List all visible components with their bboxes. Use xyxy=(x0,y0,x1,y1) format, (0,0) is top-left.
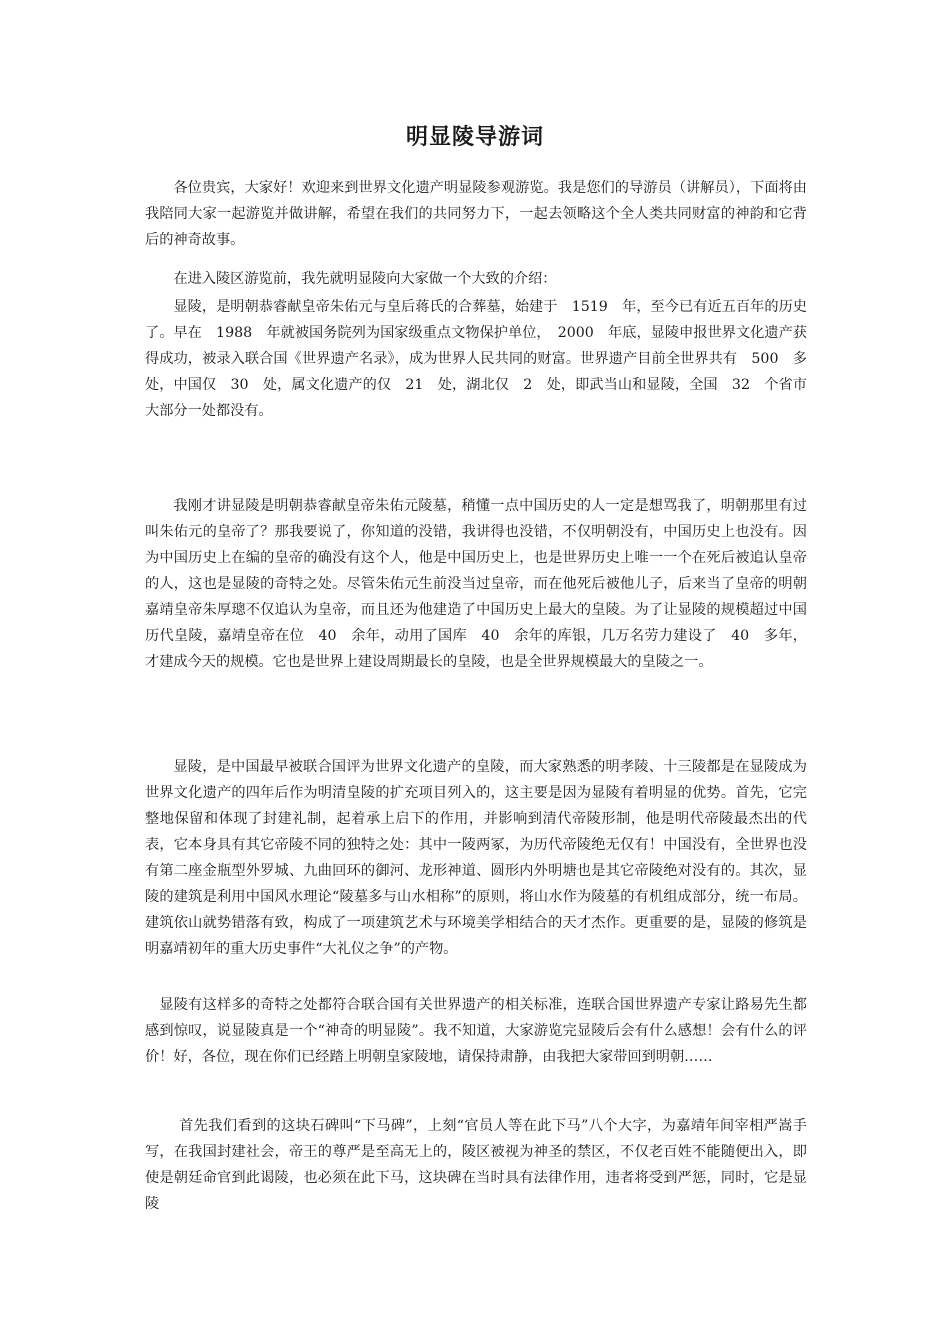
paragraph-intro: 在进入陵区游览前，我先就明显陵向大家做一个大致的介绍： xyxy=(173,271,557,287)
paragraph-welcome: 各位贵宾，大家好！欢迎来到世界文化遗产明显陵参观游览。我是您们的导游员（讲解员），下面将由我陪同大家一起游览并做讲解，希望在我们的共同努力下，一起去领略这个全人类共同财富的神韵和它背后的神奇故事。 xyxy=(145,180,807,248)
paragraph-history: 我刚才讲显陵是明朝恭睿献皇帝朱佑元陵墓，稍懂一点中国历史的人一定是想骂我了，明朝那里有过叫朱佑元的皇帝了？那我要说了，你知道的没错，我讲得也没错，不仅明朝没有，中国历史上也没有。因为中国历史上在编的皇帝的确没有这个人，他是中国历史上，也是世界历史上唯一一个在死后被追认皇帝的人，这也是显陵的奇特之处。尽管朱佑元生前没当过皇帝，而在他死后被他儿子，后来当了皇帝的明朝嘉靖皇帝朱厚璁不仅追认为皇帝，而且还为他建造了中国历史上最大的皇陵。为了让显陵的规模超过中国历代皇陵，嘉靖皇帝在位 40 余年，动用了国库 40 余年的库银，几万名劳力建设了 40 多年，才建成今天的规模。它也是世界上建设周期最长的皇陵，也是全世界规模最大的皇陵之一。 xyxy=(145,498,807,670)
paragraph-transition: 显陵有这样多的奇特之处都符合联合国有关世界遗产的相关标准，连联合国世界遗产专家让路易先生都感到惊叹，说显陵真是一个“神奇的明显陵”。我不知道，大家游览完显陵后会有什么感想！会有什么的评价！好，各位，现在你们已经踏上明朝皇家陵地，请保持肃静，由我把大家带回到明朝…… xyxy=(145,997,807,1065)
paragraph-xiamabei: 首先我们看到的这块石碑叫“下马碑”，上刻“官员人等在此下马”八个大字，为嘉靖年间宰相严嵩手写，在我国封建社会，帝王的尊严是至高无上的，陵区被视为神圣的禁区，不仅老百姓不能随便出入，即使是朝廷命官到此谒陵，也必须在此下马，这块碑在当时具有法律作用，违者将受到严惩，同时，它是显陵 xyxy=(145,1118,807,1212)
paragraph-heritage: 显陵，是中国最早被联合国评为世界文化遗产的皇陵，而大家熟悉的明孝陵、十三陵都是在显陵成为世界文化遗产的四年后作为明清皇陵的扩充项目列入的，这主要是因为显陵有着明显的优势。首先，它完整地保留和体现了封建礼制，起着承上启下的作用，并影响到清代帝陵形制，他是明代帝陵最杰出的代表，它本身具有其它帝陵不同的独特之处：其中一陵两冢，为历代帝陵绝无仅有！中国没有，全世界也没有第二座金瓶型外罗城、九曲回环的御河、龙形神道、圆形内外明塘也是其它帝陵绝对没有的。其次，显陵的建筑是利用中国风水理论“陵墓多与山水相称”的原则，将山水作为陵墓的有机组成部分，统一布局。建筑依山就势错落有致，构成了一项建筑艺术与环境美学相结合的天才杰作。更重要的是，显陵的修筑是明嘉靖初年的重大历史事件“大礼仪之争”的产物。 xyxy=(145,759,807,957)
page-title: 明显陵导游词 xyxy=(405,124,544,150)
paragraph-overview: 显陵，是明朝恭睿献皇帝朱佑元与皇后蒋氏的合葬墓，始建于 1519 年，至今已有近五百年的历史了。早在 1988 年就被国务院列为国家级重点文物保护单位， 2000 年底，显陵申报世界文化遗产获得成功，被录入联合国《世界遗产名录》，成为世界人民共同的财富。世界遗产目前全世界共有 500 多处，中国仅 30 处，属文化遗产的仅 21 处，湖北仅 2 处，即武当山和显陵，全国 32 个省市大部分一处都没有。 xyxy=(145,299,807,419)
